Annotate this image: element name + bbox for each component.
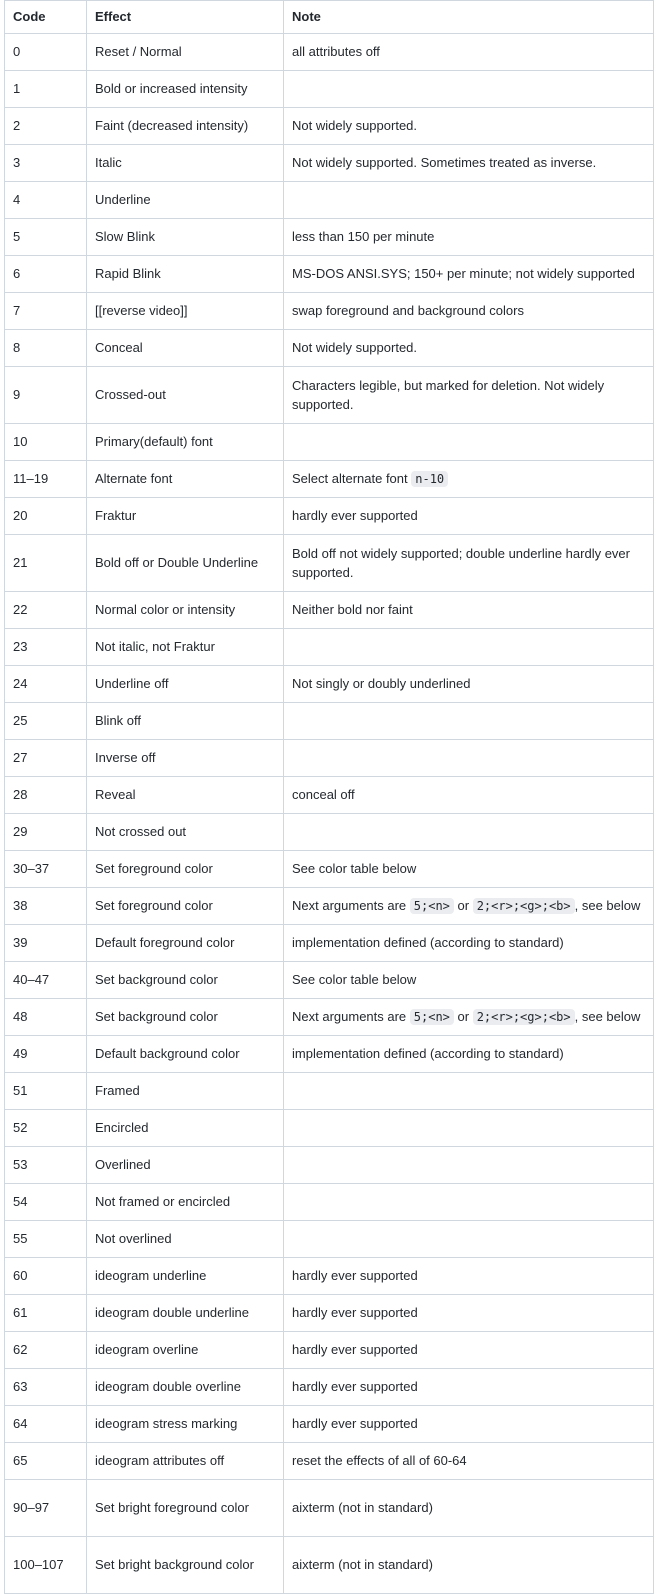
- table-row: [5, 1537, 654, 1594]
- cell-effect: Not overlined: [87, 1221, 284, 1258]
- cell-code: 51: [5, 1073, 87, 1110]
- note-text: Not widely supported.: [292, 118, 418, 134]
- cell-effect: Normal color or intensity: [87, 592, 284, 629]
- cell-effect: Not italic, not Fraktur: [87, 629, 284, 666]
- table-row: [5, 1110, 654, 1147]
- cell-effect: Rapid Blink: [87, 256, 284, 293]
- note-text: hardly ever supported: [292, 508, 418, 524]
- cell-code: 4: [5, 182, 87, 219]
- cell-effect: Italic: [87, 145, 284, 182]
- cell-effect: ideogram underline: [87, 1258, 284, 1295]
- note-text: Select alternate font: [292, 470, 412, 486]
- cell-code: 5: [5, 219, 87, 256]
- note-text: reset the effects of all of 60-64: [292, 1453, 467, 1469]
- cell-effect: Not crossed out: [87, 814, 284, 851]
- cell-code: 2: [5, 108, 87, 145]
- table-row: [5, 293, 654, 330]
- cell-effect: Set background color: [87, 999, 284, 1036]
- cell-code: 21: [5, 535, 87, 592]
- note-text: hardly ever supported: [292, 1342, 418, 1358]
- cell-code: 53: [5, 1147, 87, 1184]
- cell-code: 9: [5, 367, 87, 424]
- cell-code: 0: [5, 34, 87, 71]
- cell-note: [284, 1369, 654, 1406]
- cell-note: [284, 666, 654, 703]
- cell-code: 3: [5, 145, 87, 182]
- note-text: Bold off not widely supported; double underline hardly ever supported.: [292, 545, 630, 580]
- cell-note: [284, 367, 654, 424]
- table-row: [5, 1369, 654, 1406]
- note-text: or: [453, 1008, 473, 1024]
- cell-effect: Set bright background color: [87, 1537, 284, 1594]
- cell-effect: Fraktur: [87, 498, 284, 535]
- note-text: See color table below: [292, 861, 417, 877]
- cell-effect: ideogram stress marking: [87, 1406, 284, 1443]
- table-row: [5, 1443, 654, 1480]
- table-row: [5, 592, 654, 629]
- cell-effect: Conceal: [87, 330, 284, 367]
- cell-effect: Blink off: [87, 703, 284, 740]
- note-text: less than 150 per minute: [292, 229, 435, 245]
- cell-code: 100–107: [5, 1537, 87, 1594]
- cell-note: [284, 498, 654, 535]
- cell-note: [284, 145, 654, 182]
- cell-note: [284, 293, 654, 330]
- cell-effect: Overlined: [87, 1147, 284, 1184]
- note-text: Next arguments are: [292, 1008, 410, 1024]
- table-row: [5, 71, 654, 108]
- note-text: aixterm (not in standard): [292, 1557, 433, 1573]
- cell-code: 22: [5, 592, 87, 629]
- cell-code: 6: [5, 256, 87, 293]
- cell-effect: Set foreground color: [87, 888, 284, 925]
- cell-code: 90–97: [5, 1480, 87, 1537]
- note-text: or: [453, 897, 473, 913]
- cell-code: 11–19: [5, 461, 87, 498]
- cell-code: 63: [5, 1369, 87, 1406]
- cell-effect: [[reverse video]]: [87, 293, 284, 330]
- cell-note: [284, 1221, 654, 1258]
- cell-effect: Default foreground color: [87, 925, 284, 962]
- cell-note: [284, 1295, 654, 1332]
- note-text: Characters legible, but marked for deletion. Not widely supported.: [292, 377, 605, 412]
- note-text: Neither bold nor faint: [292, 602, 413, 618]
- cell-effect: Faint (decreased intensity): [87, 108, 284, 145]
- cell-note: [284, 71, 654, 108]
- cell-note: [284, 330, 654, 367]
- table-row: [5, 535, 654, 592]
- note-text: Next arguments are: [292, 897, 410, 913]
- cell-effect: Encircled: [87, 1110, 284, 1147]
- table-row: [5, 999, 654, 1036]
- cell-code: 40–47: [5, 962, 87, 999]
- table-row: [5, 1147, 654, 1184]
- table-row: [5, 34, 654, 71]
- note-text: swap foreground and background colors: [292, 303, 524, 319]
- note-text: aixterm (not in standard): [292, 1500, 433, 1516]
- cell-code: 62: [5, 1332, 87, 1369]
- inline-code: 2;<r>;<g>;<b>: [473, 898, 575, 914]
- cell-note: [284, 999, 654, 1036]
- table-row: [5, 851, 654, 888]
- cell-note: [284, 424, 654, 461]
- cell-effect: Set foreground color: [87, 851, 284, 888]
- sgr-codes-table: [4, 0, 654, 1594]
- cell-note: [284, 1332, 654, 1369]
- cell-note: [284, 740, 654, 777]
- table-row: [5, 182, 654, 219]
- cell-effect: Primary(default) font: [87, 424, 284, 461]
- cell-code: 20: [5, 498, 87, 535]
- cell-code: 25: [5, 703, 87, 740]
- table-row: [5, 1258, 654, 1295]
- table-row: [5, 1036, 654, 1073]
- cell-note: [284, 814, 654, 851]
- header-effect: Effect: [87, 1, 284, 34]
- note-text: implementation defined (according to standard): [292, 1046, 564, 1062]
- cell-effect: Inverse off: [87, 740, 284, 777]
- table-row: [5, 498, 654, 535]
- table-row: [5, 145, 654, 182]
- note-text: hardly ever supported: [292, 1268, 418, 1284]
- cell-effect: Reveal: [87, 777, 284, 814]
- cell-code: 39: [5, 925, 87, 962]
- note-text: hardly ever supported: [292, 1416, 418, 1432]
- cell-note: [284, 256, 654, 293]
- table-row: [5, 629, 654, 666]
- cell-code: 10: [5, 424, 87, 461]
- note-text: See color table below: [292, 972, 417, 988]
- cell-note: [284, 108, 654, 145]
- table-row: [5, 925, 654, 962]
- cell-effect: ideogram attributes off: [87, 1443, 284, 1480]
- cell-code: 52: [5, 1110, 87, 1147]
- cell-effect: Underline: [87, 182, 284, 219]
- cell-code: 64: [5, 1406, 87, 1443]
- cell-effect: Slow Blink: [87, 219, 284, 256]
- cell-code: 55: [5, 1221, 87, 1258]
- cell-effect: Framed: [87, 1073, 284, 1110]
- inline-code: 2;<r>;<g>;<b>: [473, 1009, 575, 1025]
- table-header-row: [5, 1, 654, 34]
- cell-code: 8: [5, 330, 87, 367]
- table-row: [5, 1332, 654, 1369]
- cell-code: 61: [5, 1295, 87, 1332]
- cell-note: [284, 592, 654, 629]
- table-row: [5, 1184, 654, 1221]
- cell-note: [284, 1406, 654, 1443]
- cell-code: 30–37: [5, 851, 87, 888]
- cell-code: 24: [5, 666, 87, 703]
- cell-note: [284, 777, 654, 814]
- inline-code: n-10: [411, 471, 448, 487]
- table-row: [5, 461, 654, 498]
- header-code: Code: [5, 1, 87, 34]
- cell-note: [284, 1537, 654, 1594]
- cell-note: [284, 851, 654, 888]
- cell-code: 48: [5, 999, 87, 1036]
- cell-note: [284, 461, 654, 498]
- cell-effect: Reset / Normal: [87, 34, 284, 71]
- cell-note: [284, 1258, 654, 1295]
- cell-note: [284, 535, 654, 592]
- note-text: hardly ever supported: [292, 1305, 418, 1321]
- cell-note: [284, 182, 654, 219]
- table-row: [5, 1480, 654, 1537]
- cell-effect: ideogram double underline: [87, 1295, 284, 1332]
- table-row: [5, 814, 654, 851]
- note-text: Not singly or doubly underlined: [292, 676, 471, 692]
- cell-effect: Bold or increased intensity: [87, 71, 284, 108]
- cell-note: [284, 1036, 654, 1073]
- cell-note: [284, 629, 654, 666]
- cell-effect: Bold off or Double Underline: [87, 535, 284, 592]
- table-row: [5, 219, 654, 256]
- table-row: [5, 1295, 654, 1332]
- cell-code: 23: [5, 629, 87, 666]
- table-row: [5, 888, 654, 925]
- cell-effect: Not framed or encircled: [87, 1184, 284, 1221]
- note-text: Not widely supported. Sometimes treated as inverse.: [292, 155, 597, 171]
- cell-code: 27: [5, 740, 87, 777]
- note-text: , see below: [574, 897, 641, 913]
- cell-effect: ideogram overline: [87, 1332, 284, 1369]
- table-body: [5, 34, 654, 1594]
- cell-code: 60: [5, 1258, 87, 1295]
- cell-code: 7: [5, 293, 87, 330]
- table-row: [5, 1073, 654, 1110]
- cell-code: 29: [5, 814, 87, 851]
- table-row: [5, 330, 654, 367]
- note-text: implementation defined (according to standard): [292, 935, 564, 951]
- cell-effect: Alternate font: [87, 461, 284, 498]
- cell-note: [284, 962, 654, 999]
- cell-code: 1: [5, 71, 87, 108]
- table-header: [5, 1, 654, 34]
- cell-code: 54: [5, 1184, 87, 1221]
- cell-code: 38: [5, 888, 87, 925]
- table-row: [5, 777, 654, 814]
- cell-code: 65: [5, 1443, 87, 1480]
- table-row: [5, 1406, 654, 1443]
- cell-effect: Set background color: [87, 962, 284, 999]
- table-row: [5, 962, 654, 999]
- table-row: [5, 424, 654, 461]
- cell-code: 28: [5, 777, 87, 814]
- cell-note: [284, 703, 654, 740]
- note-text: conceal off: [292, 787, 355, 803]
- note-text: Not widely supported.: [292, 340, 418, 356]
- header-note: Note: [284, 1, 654, 34]
- inline-code: 5;<n>: [410, 1009, 454, 1025]
- cell-note: [284, 888, 654, 925]
- cell-note: [284, 1184, 654, 1221]
- cell-effect: ideogram double overline: [87, 1369, 284, 1406]
- table-row: [5, 256, 654, 293]
- cell-note: [284, 34, 654, 71]
- table-row: [5, 740, 654, 777]
- cell-effect: Crossed-out: [87, 367, 284, 424]
- note-text: MS-DOS ANSI.SYS; 150+ per minute; not widely supported: [292, 266, 635, 282]
- cell-note: [284, 1110, 654, 1147]
- cell-note: [284, 219, 654, 256]
- cell-note: [284, 1480, 654, 1537]
- cell-note: [284, 1443, 654, 1480]
- table-row: [5, 1221, 654, 1258]
- table-row: [5, 367, 654, 424]
- cell-effect: Default background color: [87, 1036, 284, 1073]
- note-text: , see below: [574, 1008, 641, 1024]
- cell-note: [284, 925, 654, 962]
- cell-effect: Underline off: [87, 666, 284, 703]
- note-text: hardly ever supported: [292, 1379, 418, 1395]
- table-row: [5, 703, 654, 740]
- cell-effect: Set bright foreground color: [87, 1480, 284, 1537]
- table-row: [5, 108, 654, 145]
- cell-note: [284, 1073, 654, 1110]
- cell-code: 49: [5, 1036, 87, 1073]
- inline-code: 5;<n>: [410, 898, 454, 914]
- table-row: [5, 666, 654, 703]
- cell-note: [284, 1147, 654, 1184]
- note-text: all attributes off: [292, 44, 380, 60]
